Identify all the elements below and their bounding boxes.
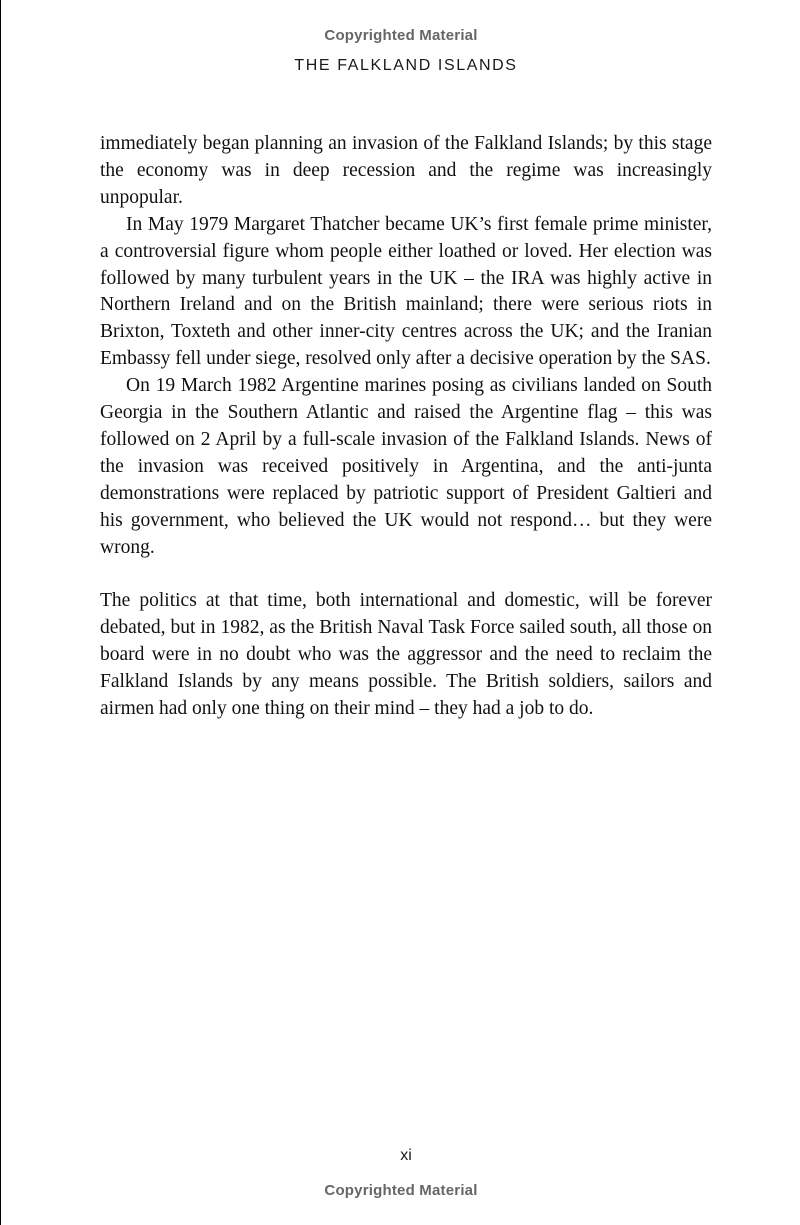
- paragraph-politics: The politics at that time, both international and domestic, will be forever debated, but in 1982, as the British Naval Task Force sailed south, all those on board were in no doubt who was the aggressor and the need to reclaim the Falkland Islands by any means possible. The British soldiers, sailors and airmen had only one thing on their mind – they had a job to do.: [100, 590, 712, 720]
- running-head-title: THE FALKLAND ISLANDS: [294, 57, 518, 74]
- paragraph-continuation: immediately began planning an invasion of the Falkland Islands; by this stage the economy was in deep recession and the regime was increasingly unpopular.: [100, 133, 712, 208]
- paragraph-thatcher: In May 1979 Margaret Thatcher became UK’s first female prime minister, a controversial figure whom people either loathed or loved. Her election was followed by many turbulent years in the UK – the IRA was highly active in Northern Ireland and on the British mainland; there were serious riots in Brixton, Toxteth and other inner-city centres across the UK; and the Iranian Embassy fell under siege, resolved only after a decisive operation by the SAS.: [100, 213, 712, 370]
- copyright-watermark-top: Copyrighted Material: [324, 27, 478, 44]
- page-number: xi: [400, 1147, 412, 1164]
- page-body: [100, 131, 712, 723]
- copyright-watermark-bottom: Copyrighted Material: [324, 1182, 478, 1199]
- paragraph-invasion: On 19 March 1982 Argentine marines posing as civilians landed on South Georgia in the Southern Atlantic and raised the Argentine flag – this was followed on 2 April by a full-scale invasion of the Falkland Islands. News of the invasion was received positively in Argentina, and the anti-junta demonstrations were replaced by patriotic support of President Galtieri and his government, who believed the UK would not respond… but they were wrong.: [100, 375, 712, 558]
